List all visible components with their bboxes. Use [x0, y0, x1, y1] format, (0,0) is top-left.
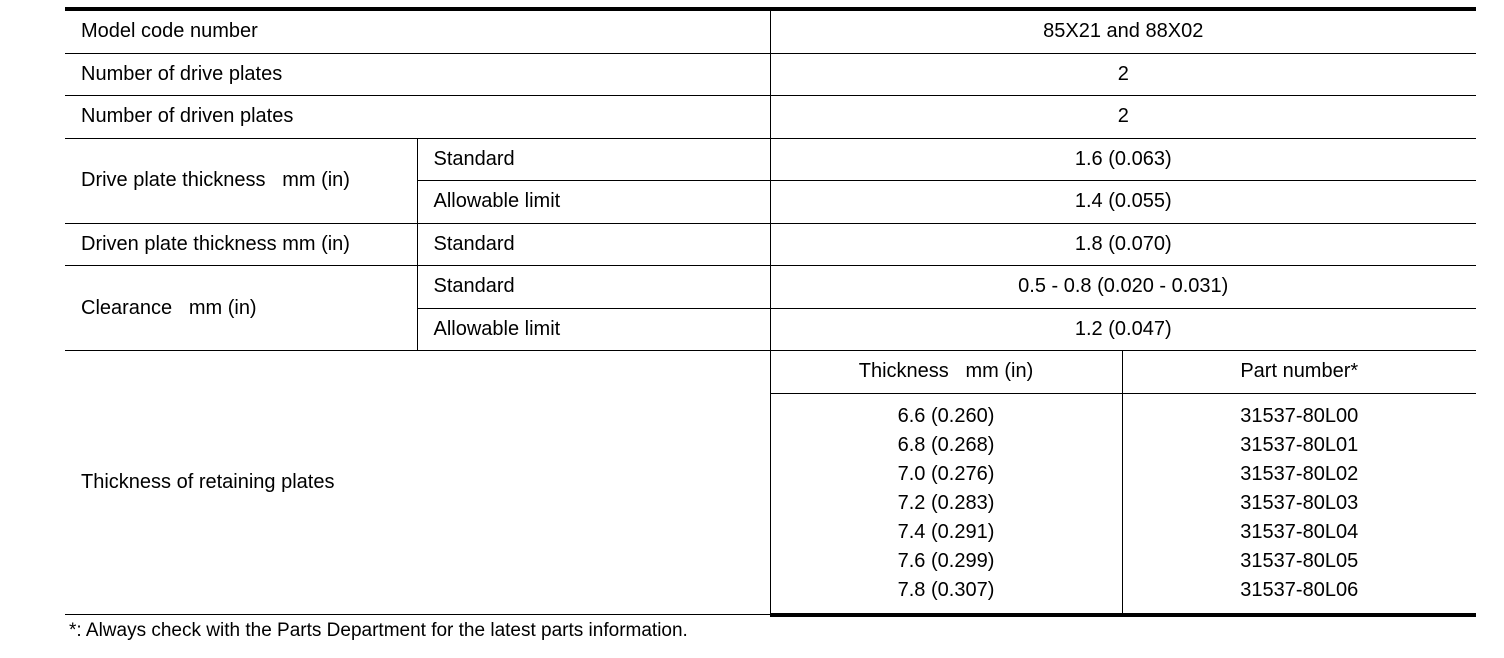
- drive-plates-count-value: 2: [770, 53, 1476, 96]
- driven-plate-standard-label: Standard: [417, 223, 770, 266]
- model-code-value: 85X21 and 88X02: [770, 9, 1476, 53]
- drive-plates-count-label: Number of drive plates: [65, 53, 770, 96]
- driven-plates-count-value: 2: [770, 96, 1476, 139]
- thickness-value: 7.2 (0.283): [897, 491, 995, 514]
- specification-table: [65, 7, 1476, 617]
- table-row: [65, 53, 1476, 96]
- driven-plate-standard-value: 1.8 (0.070): [770, 223, 1476, 266]
- table-row: [65, 138, 1476, 181]
- clearance-label: Clearance mm (in): [65, 266, 417, 351]
- thickness-value: 7.0 (0.276): [897, 462, 995, 485]
- clearance-limit-label: Allowable limit: [417, 308, 770, 351]
- table-row: [65, 266, 1476, 309]
- thickness-column-header: Thickness mm (in): [770, 351, 1122, 394]
- clearance-limit-value: 1.2 (0.047): [770, 308, 1476, 351]
- thickness-value: 6.6 (0.260): [897, 404, 995, 427]
- part-number-value: 31537-80L06: [1240, 578, 1359, 601]
- table-row: [65, 351, 1476, 394]
- part-number-value: 31537-80L00: [1240, 404, 1359, 427]
- thickness-list: [770, 393, 1122, 615]
- table-row: [65, 223, 1476, 266]
- thickness-value: 7.6 (0.299): [897, 549, 995, 572]
- part-number-value: 31537-80L01: [1240, 433, 1359, 456]
- part-number-column-header: Part number*: [1122, 351, 1476, 394]
- drive-plate-thickness-label: Drive plate thickness mm (in): [65, 138, 417, 223]
- footnote: *: Always check with the Parts Department for the latest parts information.: [69, 620, 688, 641]
- part-number-value: 31537-80L03: [1240, 491, 1359, 514]
- thickness-value: 7.8 (0.307): [897, 578, 995, 601]
- table-row: [65, 9, 1476, 53]
- model-code-label: Model code number: [65, 9, 770, 53]
- thickness-value: 6.8 (0.268): [897, 433, 995, 456]
- part-number-list: [1122, 393, 1476, 615]
- drive-plate-standard-label: Standard: [417, 138, 770, 181]
- driven-plates-count-label: Number of driven plates: [65, 96, 770, 139]
- drive-plate-standard-value: 1.6 (0.063): [770, 138, 1476, 181]
- drive-plate-limit-label: Allowable limit: [417, 181, 770, 224]
- table-row: [65, 96, 1476, 139]
- part-number-value: 31537-80L02: [1240, 462, 1359, 485]
- retaining-plates-label: Thickness of retaining plates: [65, 351, 770, 615]
- part-number-value: 31537-80L04: [1240, 520, 1359, 543]
- part-number-value: 31537-80L05: [1240, 549, 1359, 572]
- clearance-standard-value: 0.5 - 0.8 (0.020 - 0.031): [770, 266, 1476, 309]
- driven-plate-thickness-label: Driven plate thickness mm (in): [65, 223, 417, 266]
- clearance-standard-label: Standard: [417, 266, 770, 309]
- drive-plate-limit-value: 1.4 (0.055): [770, 181, 1476, 224]
- thickness-value: 7.4 (0.291): [897, 520, 995, 543]
